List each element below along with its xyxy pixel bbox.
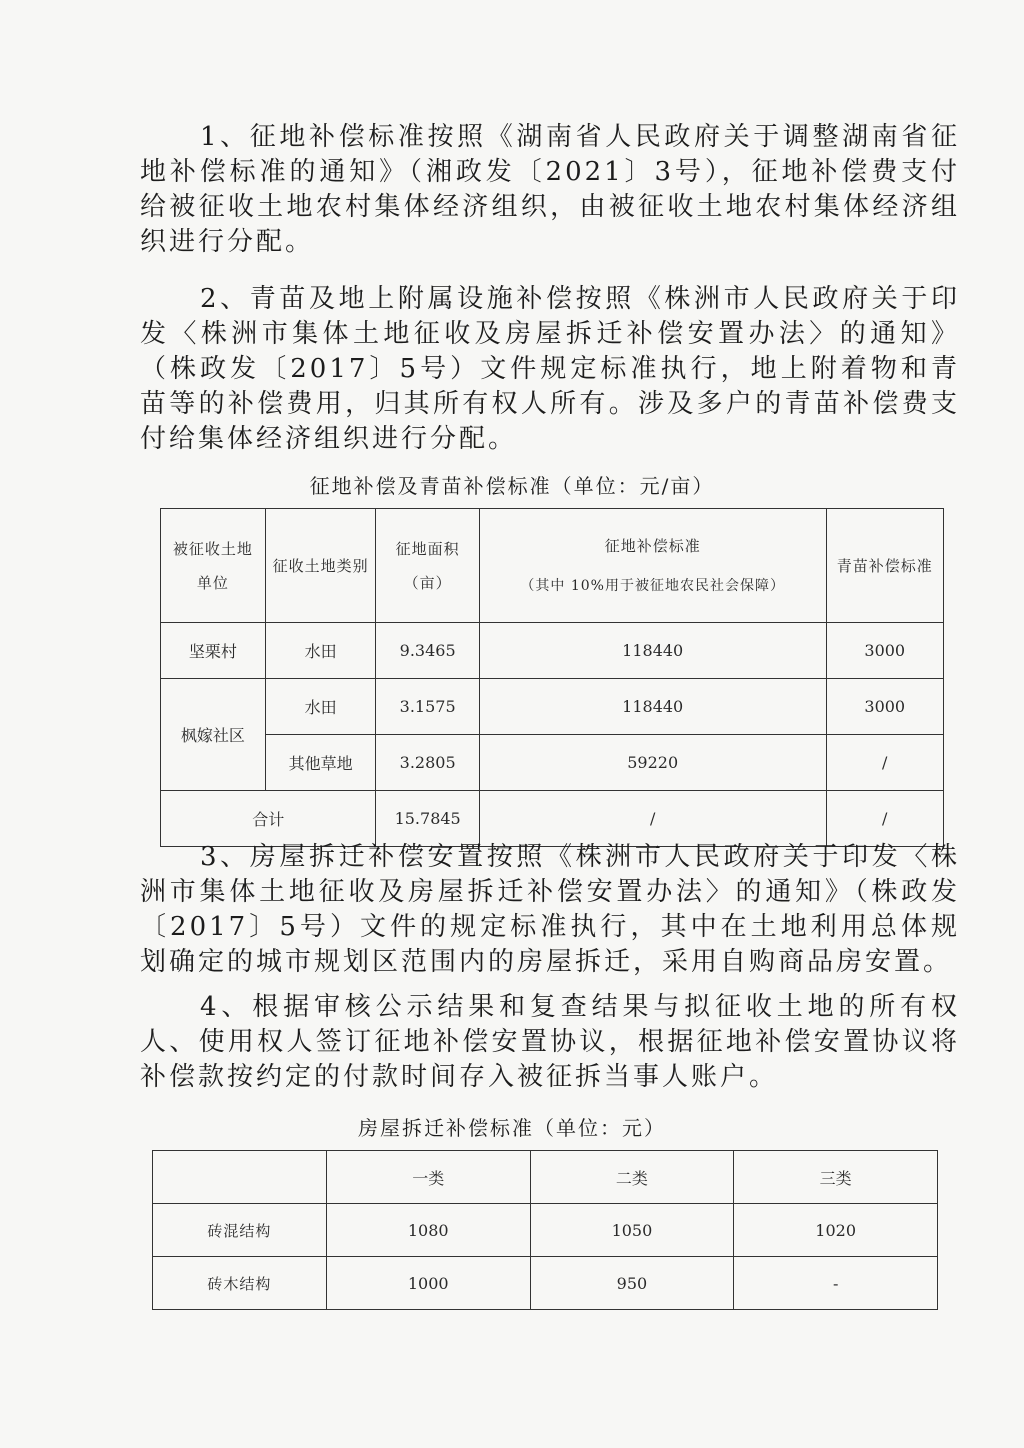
cell-value: 1080 — [326, 1204, 530, 1257]
cell-land-standard: 118440 — [479, 623, 826, 679]
cell-value: 1020 — [734, 1204, 938, 1257]
land-compensation-table — [160, 508, 944, 847]
cell-area: 9.3465 — [376, 623, 480, 679]
cell-total-land-standard: / — [479, 791, 826, 847]
cell-value: 950 — [530, 1257, 734, 1310]
paragraph-3: 3、房屋拆迁补偿安置按照《株洲市人民政府关于印发〈株洲市集体土地征收及房屋拆迁补偿安置办法〉的通知》（株政发〔2017〕5号）文件的规定标准执行，其中在土地利用总体规划确定的城市规划区范围内的房屋拆迁，采用自购商品房安置。 — [140, 842, 960, 977]
table-header-row — [153, 1151, 938, 1204]
header-class-2: 二类 — [530, 1151, 734, 1204]
cell-crop-standard: 3000 — [826, 623, 944, 679]
cell-category: 水田 — [265, 679, 376, 735]
table-row — [153, 1257, 938, 1310]
table2-caption: 房屋拆迁补偿标准（单位：元） — [358, 1116, 666, 1140]
header-category: 征收土地类别 — [265, 509, 376, 623]
cell-crop-standard: / — [826, 735, 944, 791]
cell-total-label: 合计 — [161, 791, 376, 847]
table1-caption: 征地补偿及青苗补偿标准（单位：元/亩） — [309, 474, 715, 498]
table-row — [161, 679, 944, 735]
cell-crop-standard: 3000 — [826, 679, 944, 735]
cell-structure-type: 砖混结构 — [153, 1204, 327, 1257]
table-row — [161, 735, 944, 791]
cell-area: 3.2805 — [376, 735, 480, 791]
cell-value: 1050 — [530, 1204, 734, 1257]
paragraph-2: 2、青苗及地上附属设施补偿按照《株洲市人民政府关于印发〈株洲市集体土地征收及房屋拆迁补偿安置办法〉的通知》（株政发〔2017〕5号）文件规定标准执行，地上附着物和青苗等的补偿费用，归其所有权人所有。涉及多户的青苗补偿费支付给集体经济组织进行分配。 — [140, 284, 960, 454]
paragraph-4: 4、根据审核公示结果和复查结果与拟征收土地的所有权人、使用权人签订征地补偿安置协议，根据征地补偿安置协议将补偿款按约定的付款时间存入被征拆当事人账户。 — [140, 992, 960, 1092]
table-row — [161, 623, 944, 679]
header-crop-standard: 青苗补偿标准 — [826, 509, 944, 623]
cell-category: 水田 — [265, 623, 376, 679]
cell-value: 1000 — [326, 1257, 530, 1310]
house-compensation-table — [152, 1150, 938, 1310]
cell-land-standard: 118440 — [479, 679, 826, 735]
table-header-row — [161, 509, 944, 623]
header-empty — [153, 1151, 327, 1204]
cell-unit: 枫嫁社区 — [161, 679, 266, 791]
cell-unit: 坚栗村 — [161, 623, 266, 679]
cell-value: - — [734, 1257, 938, 1310]
header-unit: 被征收土地单位 — [161, 509, 266, 623]
paragraph-1: 1、征地补偿标准按照《湖南省人民政府关于调整湖南省征地补偿标准的通知》（湘政发〔2021〕3号），征地补偿费支付给被征收土地农村集体经济组织，由被征收土地农村集体经济组织进行分配。 — [140, 122, 960, 257]
table-total-row — [161, 791, 944, 847]
header-land-standard — [479, 509, 826, 623]
table-row — [153, 1204, 938, 1257]
cell-total-crop-standard: / — [826, 791, 944, 847]
header-class-1: 一类 — [326, 1151, 530, 1204]
cell-category: 其他草地 — [265, 735, 376, 791]
cell-structure-type: 砖木结构 — [153, 1257, 327, 1310]
cell-area: 3.1575 — [376, 679, 480, 735]
header-area: 征地面积（亩） — [376, 509, 480, 623]
header-land-standard-note: （其中 10%用于被征地农民社会保障） — [520, 577, 785, 594]
cell-land-standard: 59220 — [479, 735, 826, 791]
cell-total-area: 15.7845 — [376, 791, 480, 847]
header-class-3: 三类 — [734, 1151, 938, 1204]
header-land-standard-label: 征地补偿标准 — [604, 536, 701, 555]
